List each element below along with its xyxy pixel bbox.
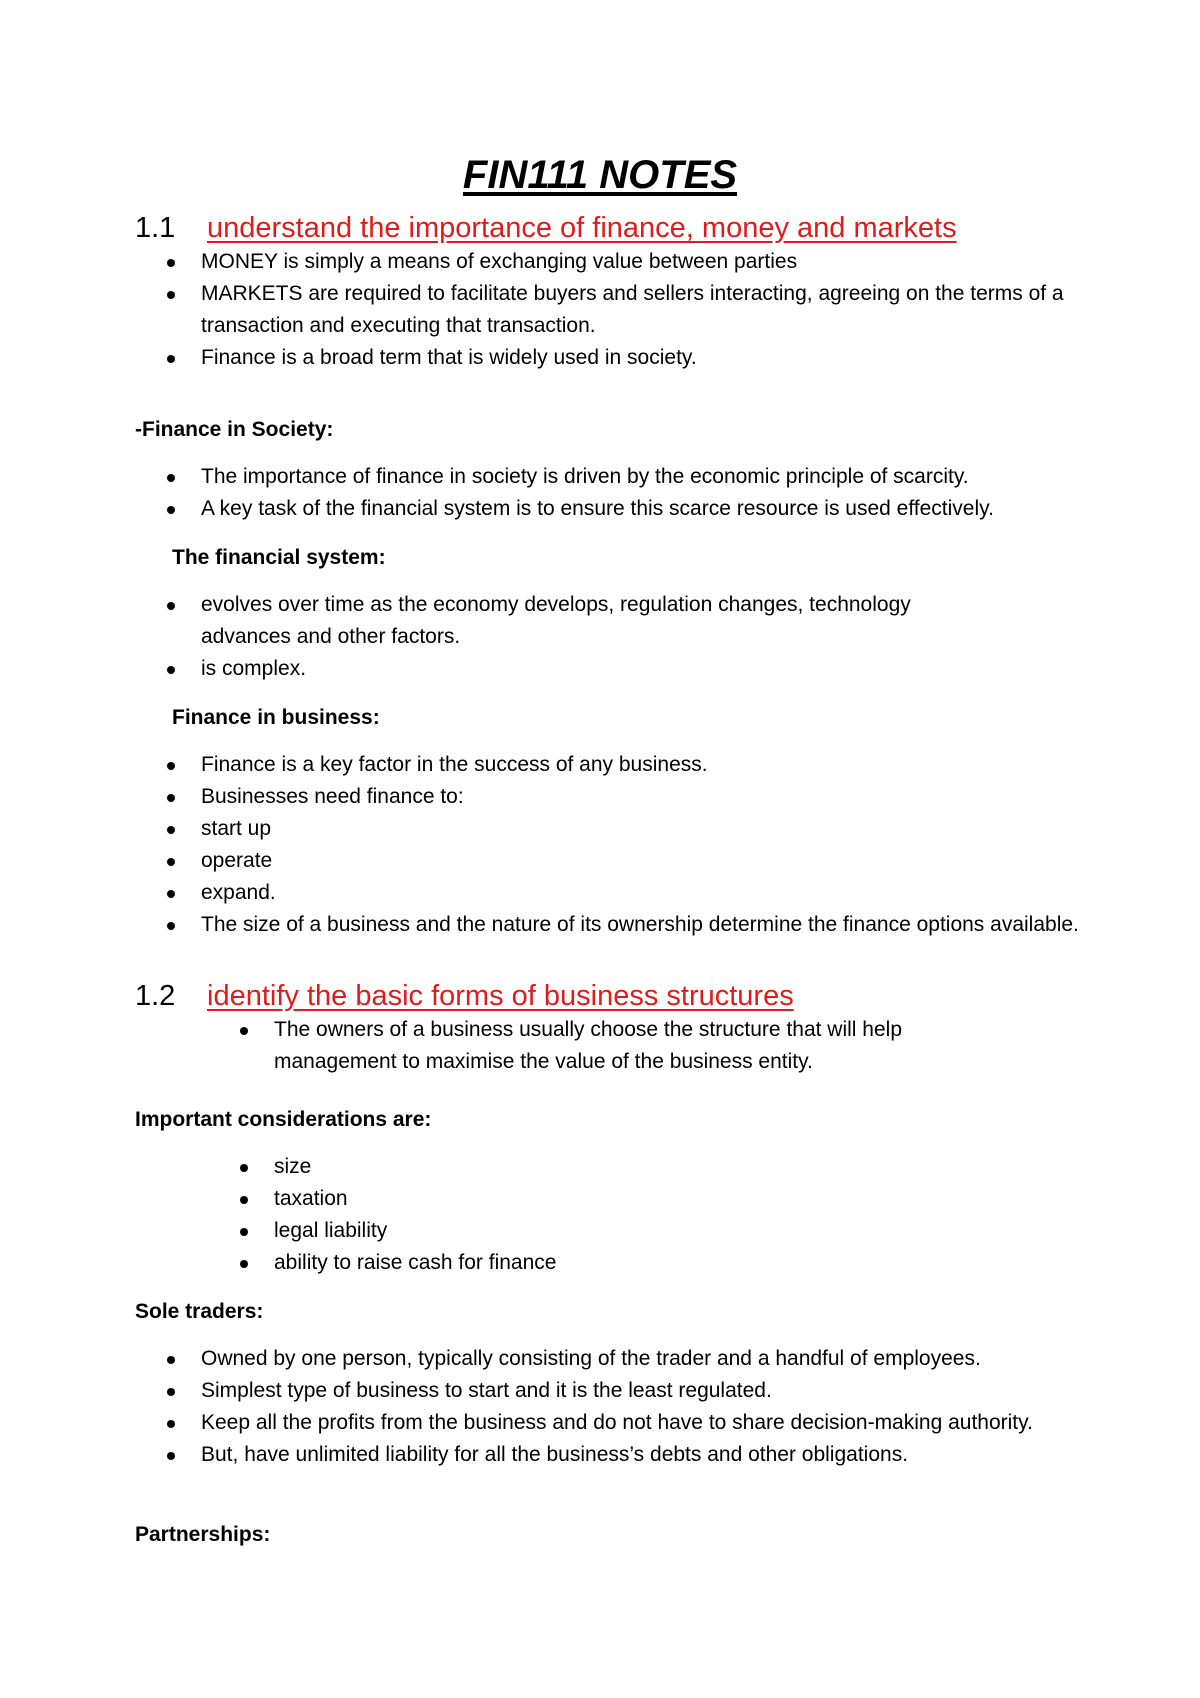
list-item: The size of a business and the nature of its ownership determine the finance options available. <box>165 909 1080 941</box>
list-item: The owners of a business usually choose the structure that will help management to maximise the value of the business entity. <box>238 1014 978 1078</box>
list-item: size <box>238 1151 838 1183</box>
list-item: Keep all the profits from the business and do not have to share decision-making authority. <box>165 1407 1070 1439</box>
section-1-2-heading <box>135 978 1135 1014</box>
list-item: A key task of the financial system is to ensure this scarce resource is used effectively. <box>165 493 1085 525</box>
list-item: The importance of finance in society is driven by the economic principle of scarcity. <box>165 461 1085 493</box>
list-item: ability to raise cash for finance <box>238 1247 838 1279</box>
financial-system-label: The financial system: <box>172 546 386 569</box>
list-item: legal liability <box>238 1215 838 1247</box>
list-item: Businesses need finance to: <box>165 781 1080 813</box>
list-item: expand. <box>165 877 1080 909</box>
list-item: MARKETS are required to facilitate buyers and sellers interacting, agreeing on the terms of a transaction and executing that transaction. <box>165 278 1065 342</box>
financial-system-list <box>165 589 1005 685</box>
list-item: evolves over time as the economy develops, regulation changes, technology advances and other factors. <box>165 589 1005 653</box>
important-considerations-list <box>238 1151 838 1279</box>
list-item: Simplest type of business to start and it is the least regulated. <box>165 1375 1070 1407</box>
finance-in-business-label: Finance in business: <box>172 706 380 729</box>
list-item: is complex. <box>165 653 1005 685</box>
list-item: taxation <box>238 1183 838 1215</box>
section-number: 1.1 <box>135 212 176 244</box>
sole-traders-label: Sole traders: <box>135 1300 264 1323</box>
partnerships-label: Partnerships: <box>135 1523 271 1546</box>
sole-traders-list <box>165 1343 1070 1471</box>
section-1-1-heading <box>135 210 1135 246</box>
list-item: Owned by one person, typically consisting of the trader and a handful of employees. <box>165 1343 1070 1375</box>
list-item: operate <box>165 845 1080 877</box>
important-considerations-label: Important considerations are: <box>135 1108 432 1131</box>
list-item: start up <box>165 813 1080 845</box>
list-item: MONEY is simply a means of exchanging value between parties <box>165 246 1065 278</box>
finance-in-society-list <box>165 461 1085 525</box>
list-item: Finance is a broad term that is widely used in society. <box>165 342 1065 374</box>
list-item: Finance is a key factor in the success of any business. <box>165 749 1080 781</box>
section-number: 1.2 <box>135 980 176 1012</box>
section-title: understand the importance of finance, money and markets <box>207 212 957 244</box>
section-1-2-list <box>238 1014 978 1078</box>
list-item: But, have unlimited liability for all the business’s debts and other obligations. <box>165 1439 1070 1471</box>
section-title: identify the basic forms of business structures <box>207 980 794 1012</box>
document-title: FIN111 NOTES <box>462 153 738 197</box>
section-1-1-list <box>165 246 1065 374</box>
finance-in-society-label: -Finance in Society: <box>135 418 334 441</box>
finance-in-business-list <box>165 749 1080 941</box>
